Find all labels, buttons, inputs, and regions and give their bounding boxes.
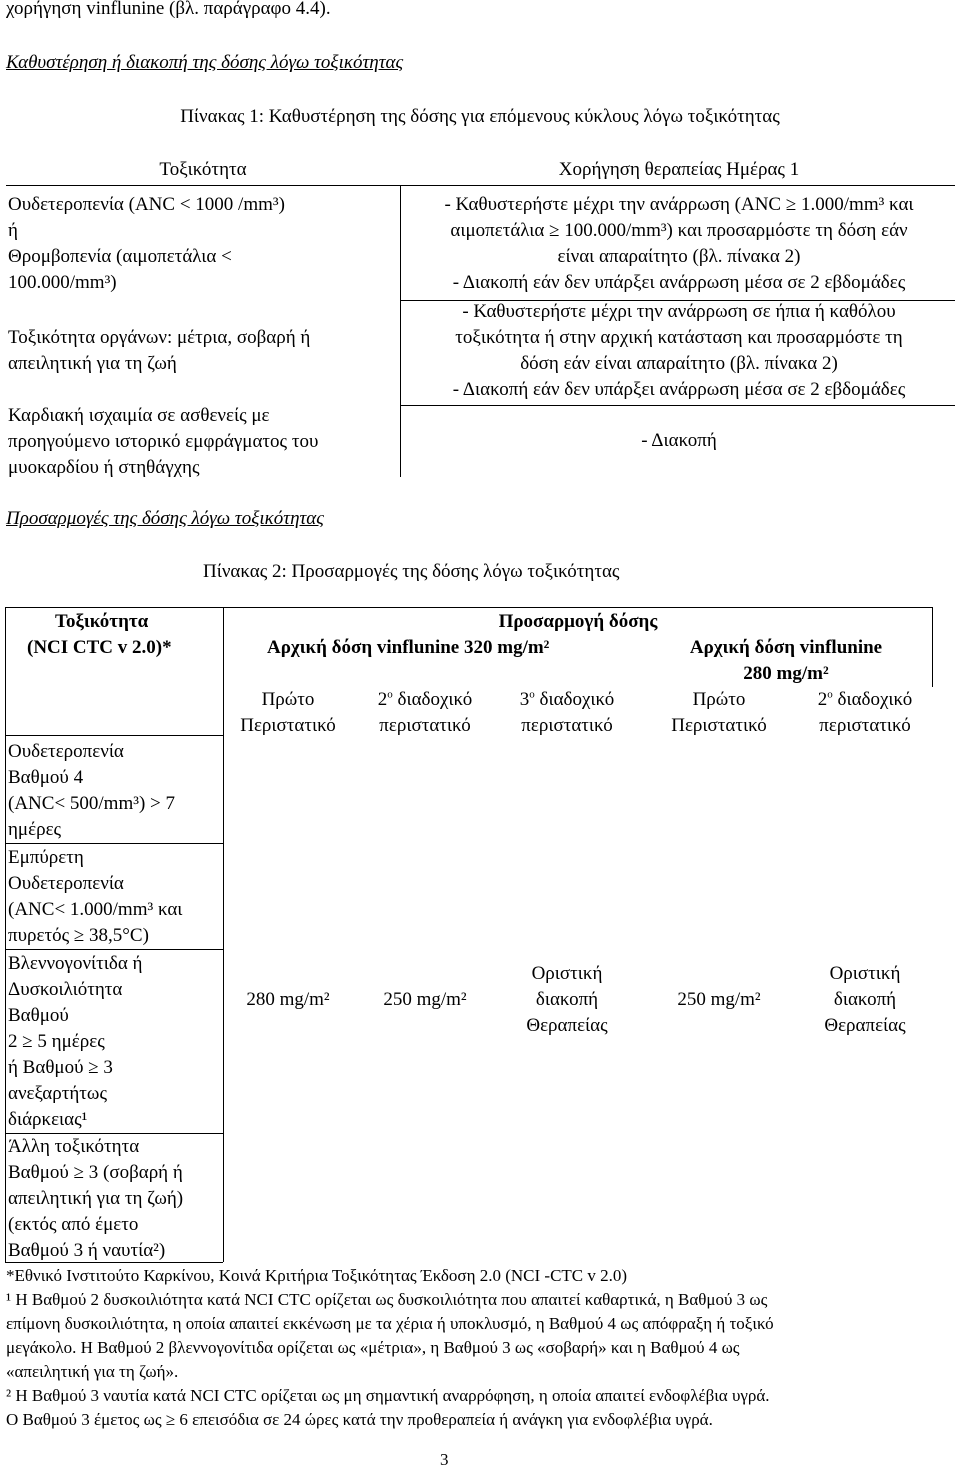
footnote-1-line1: ¹ Η Βαθμού 2 δυσκοιλιότητα κατά NCI CTC ορίζεται ως δυσκοιλιότητα που απαιτεί καθαρτικά, η Βαθμού 3 ως <box>6 1290 768 1309</box>
table2-caption: Πίνακας 2: Προσαρμογές της δόσης λόγω τοξικότητας <box>203 561 620 582</box>
toxicity-row-other: Άλλη τοξικότητα Βαθμού ≥ 3 (σοβαρή ή απειλητική για τη ζωή) (εκτός από έμετο Βαθμού 3 ή ναυτία²) <box>8 1136 184 1261</box>
table1-row1-right: - Καθυστερήστε μέχρι την ανάρρωση (ANC ≥ 1.000/mm³ και αιμοπετάλια ≥ 100.000/mm³) και προσαρμόστε τη δόση εάν είναι απαραίτητο (βλ. πίνακα 2) - Διακοπή εάν δεν υπάρξει ανάρρωση μέσα σε 2 εβδομάδες <box>444 194 914 293</box>
footnotes <box>6 1264 774 1432</box>
table1 <box>6 157 955 477</box>
table2-header-dose-280: Αρχική δόση vinflunine 280 mg/m² <box>689 637 883 684</box>
table2-header-dose-320: Αρχική δόση vinflunine 320 mg/m² <box>267 637 550 658</box>
cycle-header-2: $2^o$ διαδοχικό περιστατικό <box>377 688 473 736</box>
footnote-nci: *Εθνικό Ινστιτούτο Καρκίνου, Κοινά Κριτήρια Τοξικότητας Έκδοση 2.0 (NCI -CTC v 2.0) <box>6 1266 628 1285</box>
table1-caption: Πίνακας 1: Καθυστέρηση της δόσης για επόμενους κύκλους λόγω τοξικότητας <box>180 106 780 127</box>
footnote-2-line1: ² Η Βαθμού 3 ναυτία κατά NCI CTC ορίζεται ως μη σημαντική αναρρόφηση, η οποία απαιτεί ενδοφλέβια υγρά. <box>6 1386 770 1405</box>
section-heading-delay: Καθυστέρηση ή διακοπή της δόσης λόγω τοξικότητας <box>6 52 404 73</box>
table1-row3-right: - Διακοπή <box>641 430 717 451</box>
dose-value-cycle3-320: Οριστική διακοπή Θεραπείας <box>526 963 608 1036</box>
table1-row2-left: Τοξικότητα οργάνων: μέτρια, σοβαρή ή απειλητική για τη ζωή <box>8 327 311 374</box>
table2-header-adjustment: Προσαρμογή δόσης <box>498 611 658 632</box>
dose-value-cycle2-320: 250 mg/m² <box>383 989 467 1010</box>
footnote-1-line2: επίμονη δυσκοιλιότητα, η οποία απαιτεί εκκένωση με τα χέρια ή υποκλυσμό, η Βαθμού 4 ως απόφραξη ή τοξικό <box>6 1314 774 1333</box>
table1-row3-left: Καρδιακή ισχαιμία σε ασθενείς με προηγούμενο ιστορικό εμφράγματος του μυοκαρδίου ή στηθάγχης <box>8 405 319 478</box>
footnote-1-line3: μεγάκολο. Η Βαθμού 2 βλεννογονίτιδα ορίζεται ως «μέτρια», η Βαθμού 3 ως «σοβαρή» και η Βαθμού 4 ως <box>6 1338 740 1357</box>
cycle-header-5: $2^o$ διαδοχικό περιστατικό <box>817 688 913 736</box>
footnote-1-line4: «απειλητική για τη ζωή». <box>6 1362 179 1381</box>
top-line: χορήγηση vinflunine (βλ. παράγραφο 4.4). <box>6 0 331 19</box>
dose-value-cycle1-280: 250 mg/m² <box>677 989 761 1010</box>
footnote-2-line2: Ο Βαθμού 3 έμετος ως ≥ 6 επεισόδια σε 24 ώρες κατά την προθεραπεία ή ανάγκη για ενδοφλέβια υγρά. <box>6 1410 713 1429</box>
dose-value-cycle2-280: Οριστική διακοπή Θεραπείας <box>824 963 906 1036</box>
toxicity-row-febrile-neutropenia: Εμπύρετη Ουδετεροπενία (ANC< 1.000/mm³ και πυρετός ≥ 38,5°C) <box>8 847 183 946</box>
table1-row2-right: - Καθυστερήστε μέχρι την ανάρρωση σε ήπια ή καθόλου τοξικότητα ή στην αρχική κατάσταση και προσαρμόστε τη δόση εάν είναι απαραίτητο (βλ. πίνακα 2) - Διακοπή εάν δεν υπάρξει ανάρρωση μέσα σε 2 εβδομάδες <box>452 301 906 400</box>
cycle-header-1: Πρώτο Περιστατικό <box>240 689 336 736</box>
dose-value-cycle1-320: 280 mg/m² <box>246 989 330 1010</box>
table1-header-treatment: Χορήγηση θεραπείας Ημέρας 1 <box>558 159 800 180</box>
table2 <box>5 607 933 1262</box>
table2-header-toxicity-version: (NCI CTC v 2.0)* <box>27 637 172 658</box>
table1-row1-left: Ουδετεροπενία (ANC < 1000 /mm³) ή Θρομβοπενία (αιμοπετάλια < 100.000/mm³) <box>8 194 285 293</box>
toxicity-row-mucositis: Βλεννογονίτιδα ή Δυσκοιλιότητα Βαθμού 2 ≥ 5 ημέρες ή Βαθμού ≥ 3 ανεξαρτήτως διάρκειας¹ <box>8 953 143 1130</box>
cycle-header-3: $3^o$ διαδοχικό περιστατικό <box>519 688 615 736</box>
table1-header-toxicity: Τοξικότητα <box>159 159 247 180</box>
page-number: 3 <box>440 1450 449 1469</box>
cycle-header-4: Πρώτο Περιστατικό <box>671 689 767 736</box>
table2-header-toxicity: Τοξικότητα <box>55 611 149 632</box>
toxicity-row-neutropenia: Ουδετεροπενία Βαθμού 4 (ANC< 500/mm³) > 7 ημέρες <box>8 741 175 840</box>
section-heading-adjust: Προσαρμογές της δόσης λόγω τοξικότητας <box>6 508 324 529</box>
